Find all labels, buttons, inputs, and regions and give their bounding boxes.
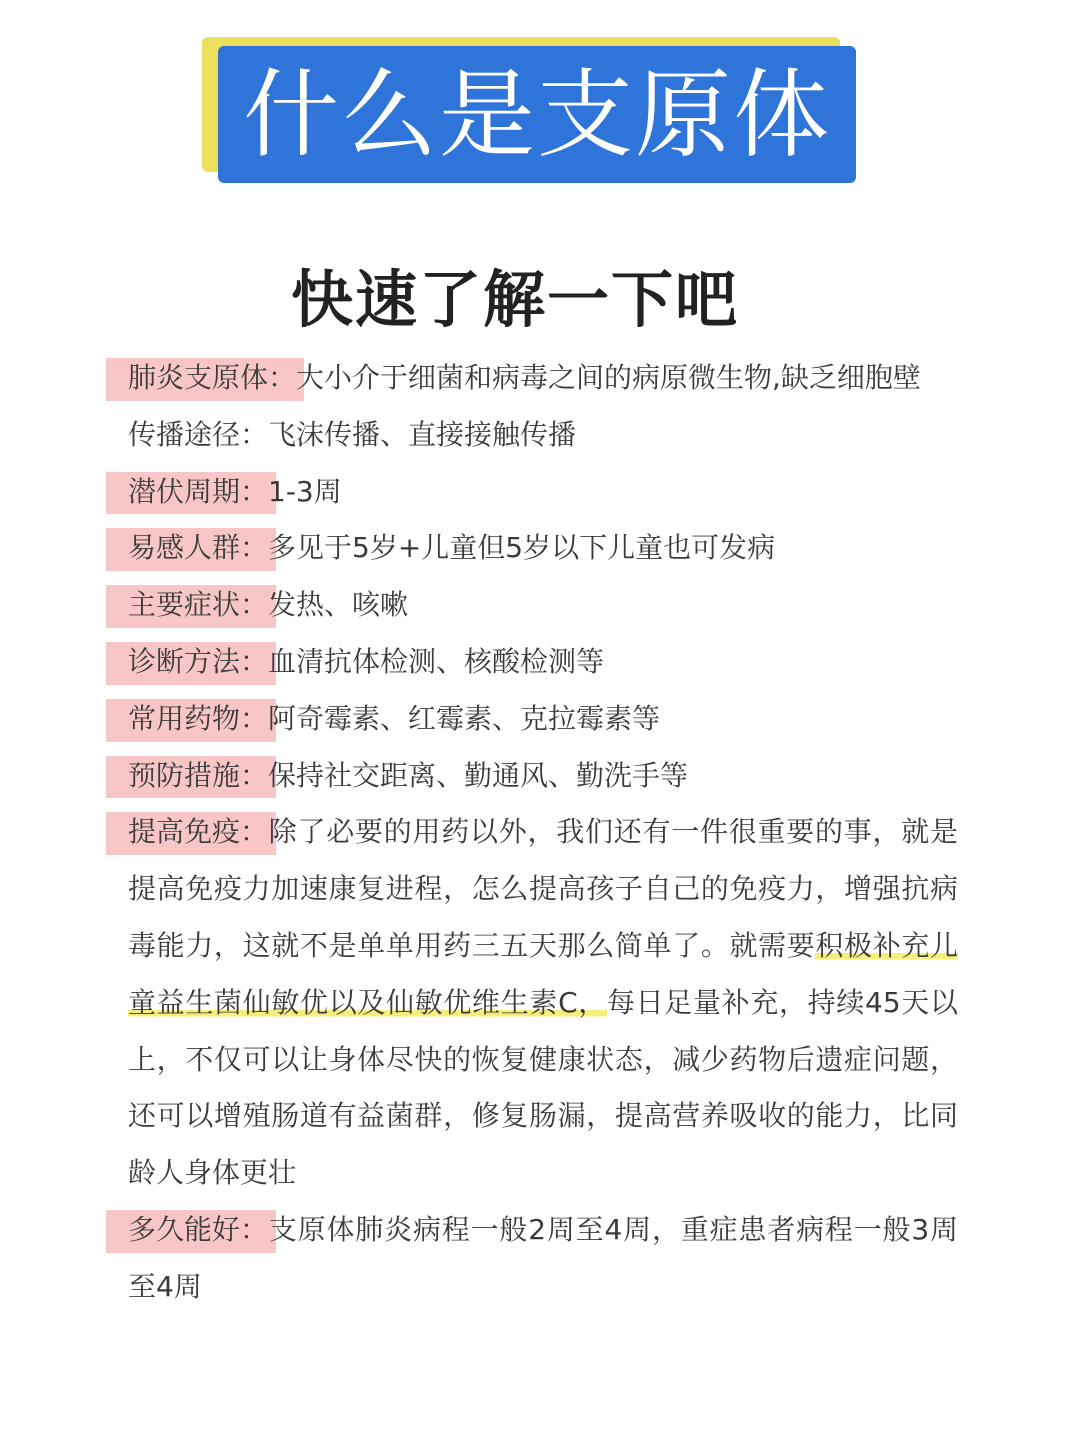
info-row-incubation <box>128 464 958 521</box>
immunity-highlight-text: 积极补充儿童益生菌仙敏优以及仙敏优维生素C， <box>128 928 958 1019</box>
info-label: 多久能好： <box>128 1202 268 1259</box>
info-value: 多见于5岁+儿童但5岁以下儿童也可发病 <box>268 531 776 565</box>
info-value: 阿奇霉素、红霉素、克拉霉素等 <box>268 701 661 735</box>
info-label: 主要症状： <box>128 577 268 634</box>
immunity-text-continued: 每日足量补充，持续45天以上，不仅可以让身体尽快的恢复健康状态，减少药物后遗症问题，还可以增殖肠道有益菌群，修复肠漏，提高营养吸收的能力，比同龄人身体更壮 <box>128 985 958 1190</box>
info-value: 发热、咳嗽 <box>268 588 409 622</box>
info-row-transmission <box>128 407 958 464</box>
info-value: 1-3周 <box>268 474 342 508</box>
info-value: 飞沫传播、直接接触传播 <box>268 417 577 451</box>
page-subtitle: 快速了解一下吧 <box>290 263 739 336</box>
title-banner-box <box>218 46 856 183</box>
info-label: 预防措施： <box>128 748 268 805</box>
info-label: 潜伏周期： <box>128 464 268 521</box>
info-value: 血清抗体检测、核酸检测等 <box>268 644 605 678</box>
info-row-recovery <box>128 1202 958 1316</box>
info-label: 常用药物： <box>128 691 268 748</box>
info-row-mycoplasma <box>128 350 958 407</box>
info-row-symptoms <box>128 577 958 634</box>
info-label: 诊断方法： <box>128 634 268 691</box>
info-row-susceptible <box>128 520 958 577</box>
info-row-diagnosis <box>128 634 958 691</box>
info-list <box>128 350 958 1316</box>
info-value: 保持社交距离、勤通风、勤洗手等 <box>268 758 689 792</box>
info-value: 大小介于细菌和病毒之间的病原微生物,缺乏细胞壁 <box>296 361 921 394</box>
info-row-medication <box>128 691 958 748</box>
info-value: 支原体肺炎病程一般2周至4周，重症患者病程一般3周至4周 <box>128 1212 958 1303</box>
title-banner <box>202 37 858 187</box>
immunity-text: 除了必要的用药以外，我们还有一件很重要的事，就是提高免疫力加速康复进程，怎么提高孩子自己的免疫力，增强抗病毒能力，这就不是单单用药三五天那么简单了。就需要 <box>128 815 958 962</box>
info-label: 肺炎支原体： <box>128 350 296 407</box>
info-label: 传播途径： <box>128 417 269 451</box>
info-row-prevention <box>128 748 958 805</box>
page-title: 什么是支原体 <box>243 58 831 171</box>
info-row-immunity <box>128 804 958 1202</box>
info-label: 提高免疫： <box>128 804 268 861</box>
info-label: 易感人群： <box>128 520 268 577</box>
